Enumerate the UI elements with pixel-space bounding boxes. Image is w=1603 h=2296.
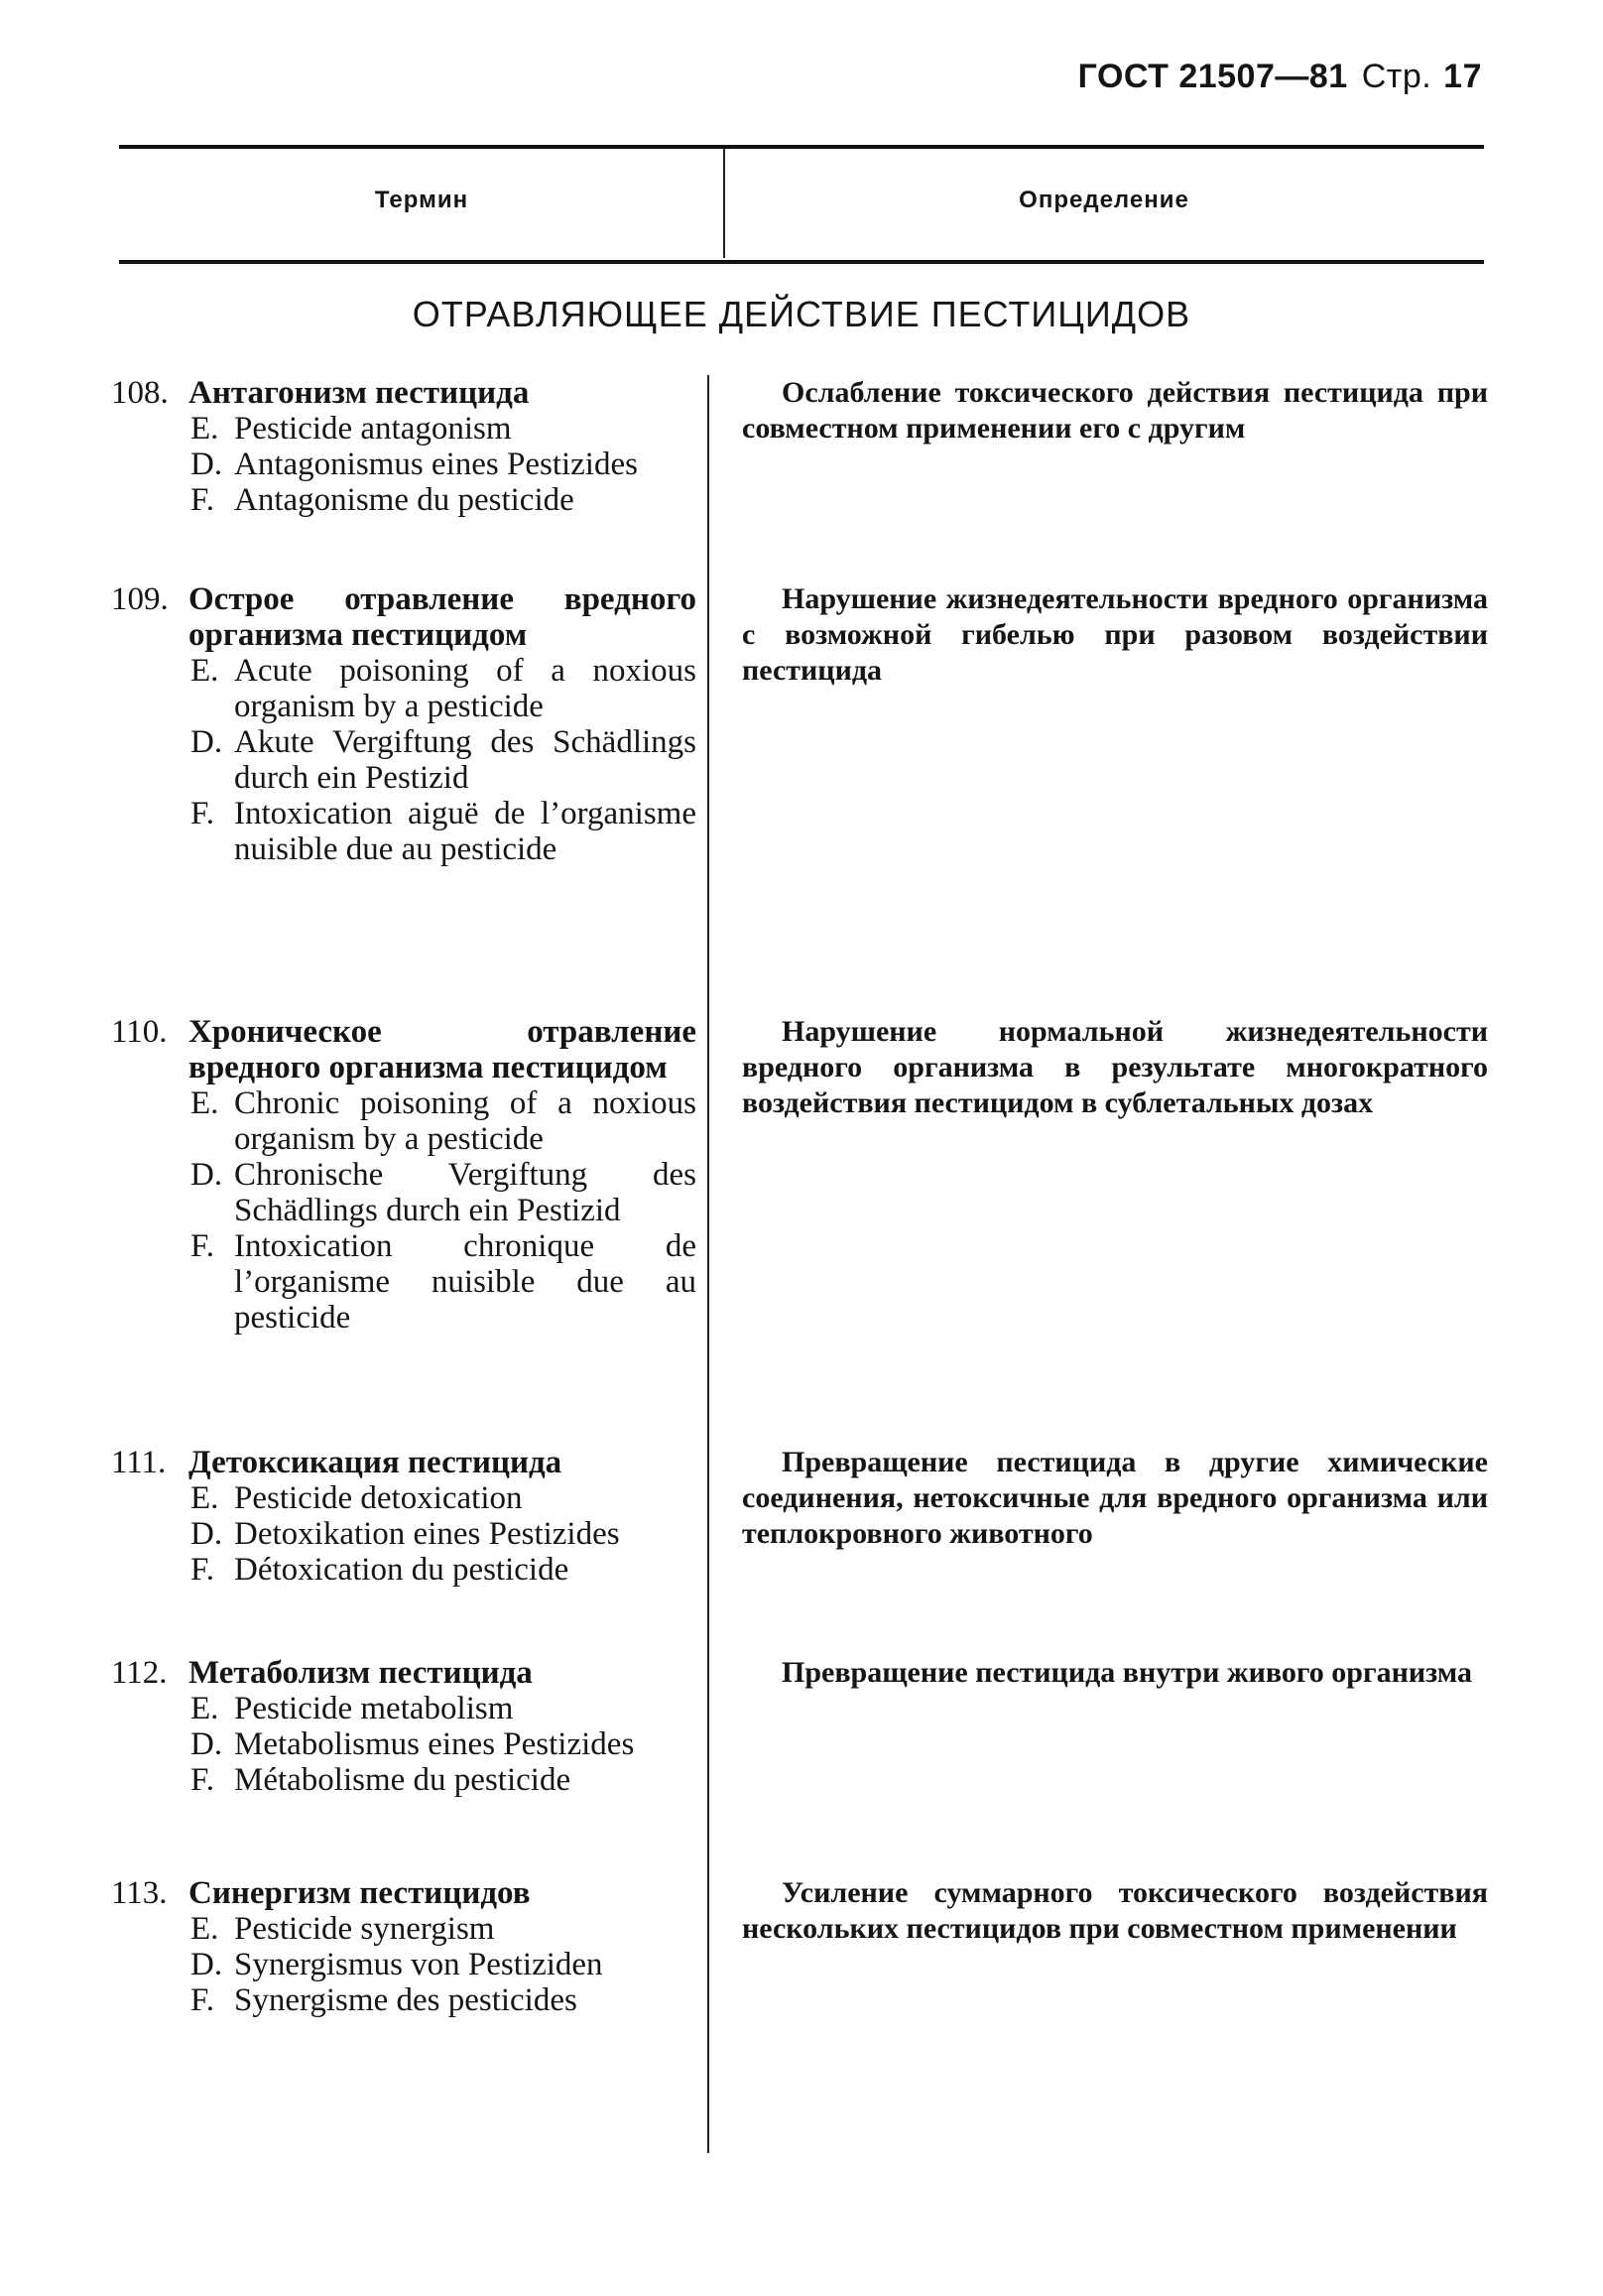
term-name: Хроническое отравление вредного организма пестицидом <box>188 1014 696 1085</box>
page-number: 17 <box>1443 58 1482 95</box>
lang-label-fr: F. <box>190 1228 214 1264</box>
lang-label-en: E. <box>190 1911 219 1947</box>
term-definition: Усиление суммарного токсического воздействия нескольких пестицидов при совместном применении <box>742 1876 1488 1945</box>
term-english: Acute poisoning of a noxious organism by a pesticide <box>234 653 696 724</box>
term-french: Métabolisme du pesticide <box>234 1762 571 1798</box>
term-name: Антагонизм пестицида <box>188 375 530 411</box>
term-name: Острое отравление вредного организма пестицидом <box>188 581 696 653</box>
definition-column-header: Определение <box>1019 187 1189 213</box>
term-definition: Превращение пестицида внутри живого организма <box>782 1656 1473 1689</box>
term-english: Pesticide antagonism <box>234 411 512 446</box>
lang-label-de: D. <box>190 724 223 760</box>
lang-label-fr: F. <box>190 796 214 831</box>
term-cell <box>111 1655 696 1798</box>
term-number: 113. <box>111 1875 168 1911</box>
term-cell <box>111 1014 696 1336</box>
term-french: Antagonisme du pesticide <box>234 482 574 518</box>
term-german: Chronische Vergiftung des Schädlings durch ein Pestizid <box>234 1157 696 1228</box>
term-french: Synergisme des pesticides <box>234 1982 577 2018</box>
lang-label-de: D. <box>190 1516 223 1552</box>
term-english: Pesticide metabolism <box>234 1691 514 1726</box>
term-german: Detoxikation eines Pestizides <box>234 1516 620 1552</box>
term-number: 109. <box>111 581 169 617</box>
lang-label-en: E. <box>190 653 219 689</box>
lang-label-fr: F. <box>190 1982 214 2018</box>
term-name: Синергизм пестицидов <box>188 1875 531 1911</box>
body-column-divider <box>707 375 709 2153</box>
term-name: Детоксикация пестицида <box>188 1445 562 1480</box>
term-definition: Превращение пестицида в другие химические соединения, нетоксичные для вредного организма или теплокровного животного <box>742 1446 1488 1550</box>
lang-label-en: E. <box>190 411 219 446</box>
lang-label-de: D. <box>190 1157 223 1193</box>
lang-label-en: E. <box>190 1691 219 1726</box>
term-english: Pesticide synergism <box>234 1911 495 1947</box>
term-definition: Нарушение нормальной жизнедеятельности вредного организма в результате многократного воздействия пестицидом в сублетальных дозах <box>742 1015 1488 1119</box>
lang-label-de: D. <box>190 1947 223 1982</box>
term-german: Antagonismus eines Pestizides <box>234 446 638 482</box>
term-number: 111. <box>111 1445 167 1480</box>
lang-label-fr: F. <box>190 1552 214 1588</box>
terms-column-header: Термин <box>374 187 469 213</box>
term-cell <box>111 581 696 867</box>
term-definition: Ослабление токсического действия пестицида при совместном применении его с другим <box>742 376 1488 445</box>
term-number: 112. <box>111 1655 168 1691</box>
term-german: Metabolismus eines Pestizides <box>234 1726 635 1762</box>
term-definition: Нарушение жизнедеятельности вредного организма с возможной гибелью при разовом воздействии пестицида <box>742 582 1488 687</box>
lang-label-fr: F. <box>190 482 214 518</box>
term-name: Метаболизм пестицида <box>188 1655 533 1691</box>
term-english: Chronic poisoning of a noxious organism by a pesticide <box>234 1085 696 1157</box>
term-french: Intoxication chronique de l’organisme nuisible due au pesticide <box>234 1228 696 1336</box>
term-french: Intoxication aiguë de l’organisme nuisible due au pesticide <box>234 796 696 867</box>
section-title: ОТРАВЛЯЮЩЕЕ ДЕЙСТВИЕ ПЕСТИЦИДОВ <box>412 294 1191 334</box>
lang-label-de: D. <box>190 446 223 482</box>
term-french: Détoxication du pesticide <box>234 1552 569 1588</box>
page-header <box>1078 58 1482 96</box>
table-header-bottom-rule <box>119 260 1484 264</box>
lang-label-en: E. <box>190 1480 219 1516</box>
standard-number: ГОСТ 21507—81 <box>1077 58 1348 95</box>
term-cell <box>111 375 696 518</box>
term-cell <box>111 1445 696 1588</box>
lang-label-fr: F. <box>190 1762 214 1798</box>
term-german: Synergismus von Pestiziden <box>234 1947 603 1982</box>
term-cell <box>111 1875 696 2018</box>
term-number: 110. <box>111 1014 168 1050</box>
term-german: Akute Vergiftung des Schädlings durch ein Pestizid <box>234 724 696 796</box>
lang-label-en: E. <box>190 1085 219 1121</box>
table-top-rule <box>119 145 1484 149</box>
page-label: Стр. <box>1361 58 1432 95</box>
term-number: 108. <box>111 375 169 411</box>
term-english: Pesticide detoxication <box>234 1480 523 1516</box>
lang-label-de: D. <box>190 1726 223 1762</box>
